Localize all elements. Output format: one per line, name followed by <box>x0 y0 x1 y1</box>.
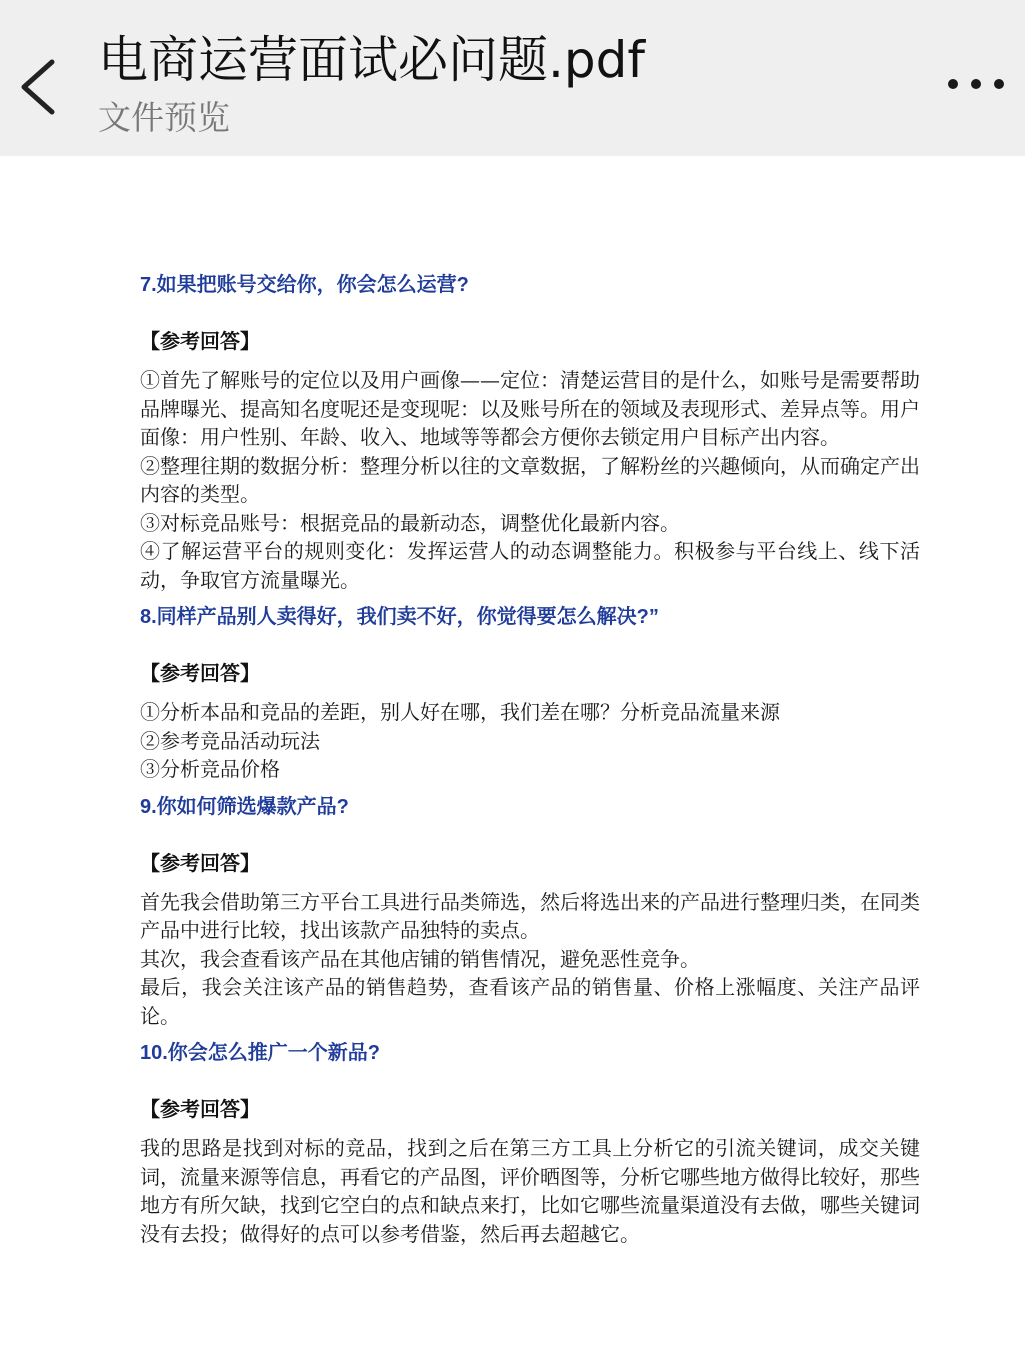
reference-answer-label: 【参考回答】 <box>140 329 260 353</box>
answer-body <box>140 888 920 1031</box>
answer-body <box>140 366 920 594</box>
answer-paragraph: ②参考竞品活动玩法 <box>140 728 320 753</box>
qa-section-9 <box>140 790 920 1031</box>
back-button[interactable] <box>8 40 68 130</box>
chevron-left-icon <box>8 40 68 130</box>
document-page <box>140 268 920 1254</box>
answer-paragraph: ①首先了解账号的定位以及用户画像——定位：清楚运营目的是什么，如账号是需要帮助品牌曝光、提高知名度呢还是变现呢：以及账号所在的领域及表现形式、差异点等。用户面像：用户性别、年龄、收入、地域等等都会方便你去锁定用户目标产出内容。 <box>140 368 920 449</box>
qa-section-10 <box>140 1036 920 1248</box>
question-heading: 7.如果把账号交给你，你会怎么运营? <box>140 274 469 296</box>
answer-paragraph: ②整理往期的数据分析：整理分析以往的文章数据，了解粉丝的兴趣倾向，从而确定产出内容的类型。 <box>140 453 920 506</box>
qa-section-8 <box>140 600 920 784</box>
reference-answer-label: 【参考回答】 <box>140 661 260 685</box>
qa-section-7 <box>140 268 920 594</box>
answer-body <box>140 698 920 784</box>
reference-answer-label: 【参考回答】 <box>140 1097 260 1121</box>
file-subtitle: 文件预览 <box>98 98 230 137</box>
answer-paragraph: ③对标竞品账号：根据竞品的最新动态，调整优化最新内容。 <box>140 510 680 535</box>
more-options-button[interactable] <box>941 62 1011 106</box>
answer-paragraph: ④了解运营平台的规则变化：发挥运营人的动态调整能力。积极参与平台线上、线下活动，争取官方流量曝光。 <box>140 539 920 592</box>
answer-paragraph: 其次，我会查看该产品在其他店铺的销售情况，避免恶性竞争。 <box>140 946 700 971</box>
top-app-bar <box>0 0 1025 156</box>
answer-paragraph: 最后，我会关注该产品的销售趋势，查看该产品的销售量、价格上涨幅度、关注产品评论。 <box>140 975 920 1028</box>
question-heading: 9.你如何筛选爆款产品? <box>140 795 349 818</box>
more-horizontal-icon <box>941 62 1011 106</box>
question-heading: 10.你会怎么推广一个新品? <box>140 1042 381 1064</box>
answer-body <box>140 1134 920 1248</box>
file-title: 电商运营面试必问题.pdf <box>98 31 645 89</box>
question-heading: 8.同样产品别人卖得好，我们卖不好，你觉得要怎么解决?” <box>140 606 659 628</box>
answer-paragraph: 我的思路是找到对标的竞品，找到之后在第三方工具上分析它的引流关键词，成交关键词，流量来源等信息，再看它的产品图，评价晒图等，分析它哪些地方做得比较好，那些地方有所欠缺，找到它空白的点和缺点来打，比如它哪些流量渠道没有去做，哪些关键词没有去投；做得好的点可以参考借鉴，然后再去超越它。 <box>140 1136 920 1246</box>
answer-paragraph: ①分析本品和竞品的差距，别人好在哪，我们差在哪？分析竞品流量来源 <box>140 700 780 724</box>
reference-answer-label: 【参考回答】 <box>140 850 260 875</box>
answer-paragraph: ③分析竞品价格 <box>140 757 280 781</box>
answer-paragraph: 首先我会借助第三方平台工具进行品类筛选，然后将选出来的产品进行整理归类，在同类产品中进行比较，找出该款产品独特的卖点。 <box>140 889 920 942</box>
